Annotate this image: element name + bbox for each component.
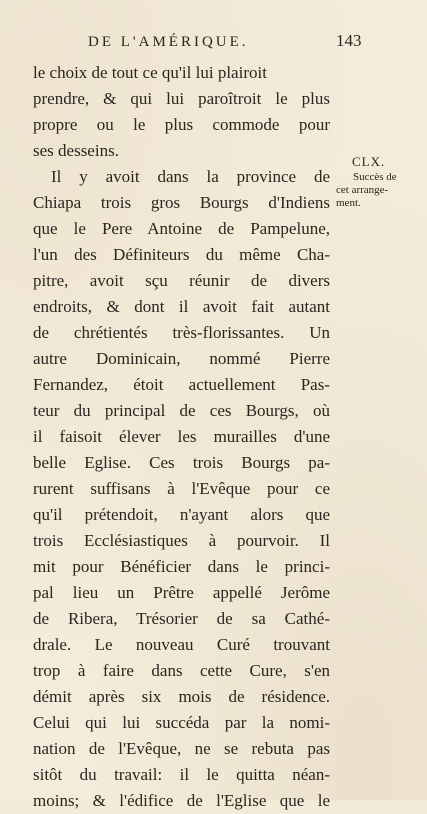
text-line: nation de l'Evêque, ne se rebuta pas bbox=[33, 739, 330, 758]
text-line: belle Eglise. Ces trois Bourgs pa- bbox=[33, 453, 330, 472]
text-line: Fernandez, étoit actuellement Pas- bbox=[33, 375, 330, 394]
text-line: propre ou le plus commode pour bbox=[33, 115, 330, 134]
text-line: il faisoit élever les murailles d'une bbox=[33, 427, 330, 446]
text-line: trois Ecclésiastiques à pourvoir. Il bbox=[33, 531, 330, 550]
text-line: trop à faire dans cette Cure, s'en bbox=[33, 661, 330, 680]
text-line: Il y avoit dans la province de bbox=[51, 167, 330, 186]
text-line: Chiapa trois gros Bourgs d'Indiens bbox=[33, 193, 330, 212]
text-line: sitôt du travail: il le quitta néan- bbox=[33, 765, 330, 784]
text-line: moins; & l'édifice de l'Eglise que le bbox=[33, 791, 330, 810]
text-line: endroits, & dont il avoit fait autant bbox=[33, 297, 330, 316]
page-number: 143 bbox=[336, 31, 362, 50]
text-line: mit pour Bénéficier dans le princi- bbox=[33, 557, 330, 576]
text-line: rurent suffisans à l'Evêque pour ce bbox=[33, 479, 330, 498]
text-line: drale. Le nouveau Curé trouvant bbox=[33, 635, 330, 654]
text-line: qu'il prétendoit, n'ayant alors que bbox=[33, 505, 330, 524]
margin-note-line: Succès de bbox=[353, 171, 397, 183]
text-line: pal lieu un Prêtre appellé Jerôme bbox=[33, 583, 330, 602]
text-line: ses desseins. bbox=[33, 141, 119, 160]
text-line: l'un des Définiteurs du même Cha- bbox=[33, 245, 330, 264]
text-line: que le Pere Antoine de Pampelune, bbox=[33, 219, 330, 238]
text-line: le choix de tout ce qu'il lui plairoit bbox=[33, 63, 267, 82]
margin-note bbox=[336, 153, 416, 210]
text-line: Celui qui lui succéda par la nomi- bbox=[33, 713, 330, 732]
margin-note-line: ment. bbox=[336, 197, 361, 209]
text-line: teur du principal de ces Bourgs, où bbox=[33, 401, 330, 420]
margin-note-number: CLX. bbox=[352, 154, 386, 169]
text-line: prendre, & qui lui paroîtroit le plus bbox=[33, 89, 330, 108]
body-text bbox=[33, 60, 330, 814]
text-line: de chrétientés très-florissantes. Un bbox=[33, 323, 330, 342]
text-line: de Ribera, Trésorier de sa Cathé- bbox=[33, 609, 330, 628]
text-line: pitre, avoit sçu réunir de divers bbox=[33, 271, 330, 290]
text-line: autre Dominicain, nommé Pierre bbox=[33, 349, 330, 368]
running-title: DE L'AMÉRIQUE. bbox=[88, 34, 249, 50]
margin-note-line: cet arrange- bbox=[336, 184, 389, 196]
text-line: démit après six mois de résidence. bbox=[33, 687, 330, 706]
